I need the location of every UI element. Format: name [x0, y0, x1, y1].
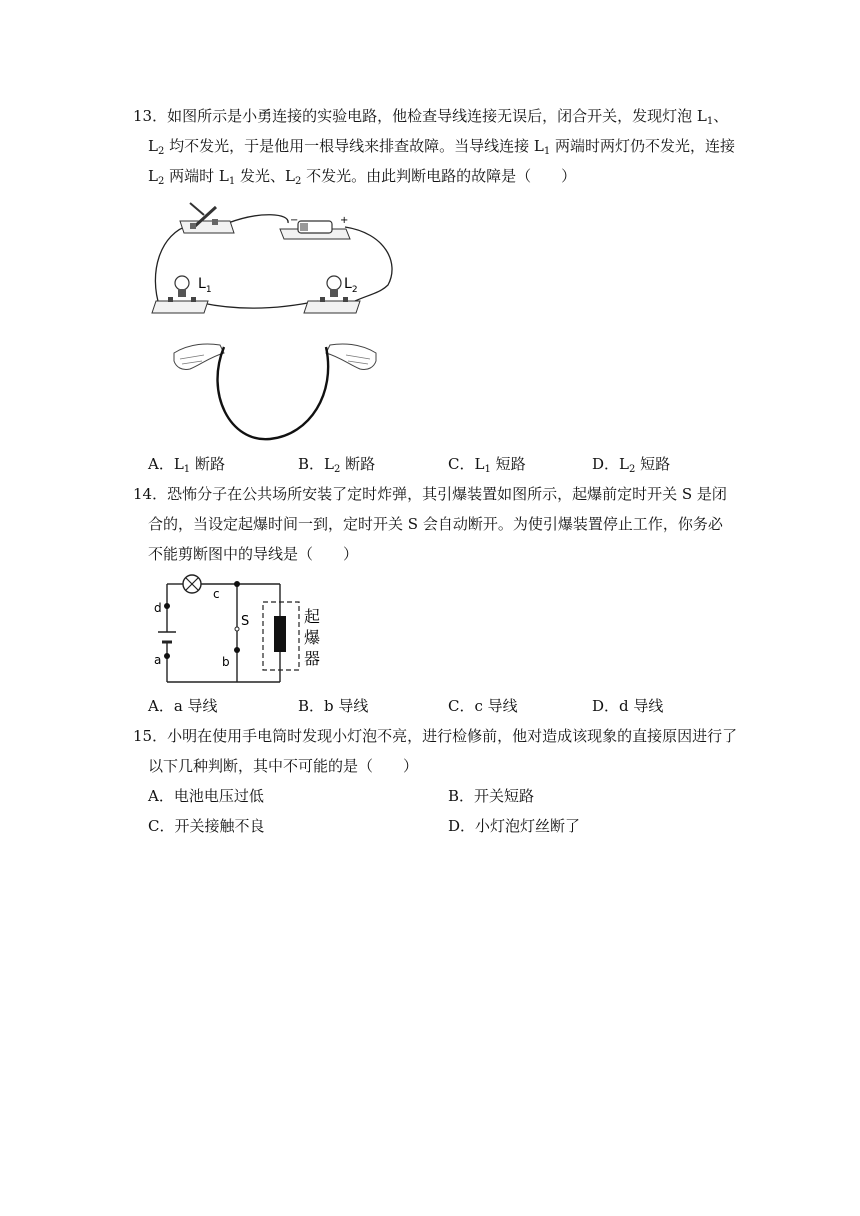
option-a[interactable]: A．电池电压过低 [148, 787, 264, 805]
option-d[interactable]: D．d 导线 [592, 697, 664, 715]
question-15-line-1: 15．小明在使用手电筒时发现小灯泡不亮，进行检修前，他对造成该现象的直接原因进行了 [133, 727, 738, 745]
question-14-line-3: 不能剪断图中的导线是（ ） [148, 545, 359, 563]
lamp-icon [183, 575, 201, 593]
option-b[interactable]: B．开关短路 [448, 787, 535, 805]
bulb-l2 [304, 276, 360, 313]
switch-s-icon [235, 610, 249, 631]
option-c[interactable]: C．开关接触不良 [148, 817, 265, 835]
question-15-line-2: 以下几种判断，其中不可能的是（ ） [148, 757, 419, 775]
test-wire [218, 347, 329, 439]
question-13-line-1: 13．如图所示是小勇连接的实验电路，他检查导线连接无误后，闭合开关，发现灯泡 $L_1$、 [133, 107, 729, 127]
option-d[interactable]: D．小灯泡灯丝断了 [448, 817, 581, 835]
junction-a [164, 653, 170, 659]
option-b[interactable]: B．b 导线 [298, 697, 369, 715]
label-l2: $L_2$ [344, 276, 358, 295]
label-d: d [154, 601, 162, 615]
junction-c [234, 581, 240, 587]
label-c: c [213, 587, 220, 601]
option-d[interactable]: D．$L_2$ 短路 [592, 455, 671, 475]
label-s: S [241, 614, 250, 629]
wire [202, 301, 318, 308]
option-a[interactable]: A．a 导线 [148, 697, 218, 715]
battery-plus-label: + [340, 215, 349, 226]
label-l1: $L_1$ [198, 276, 212, 295]
knife-switch [180, 203, 234, 233]
question-number: 14． [133, 485, 168, 503]
question-13-line-2: $L_2$ 均不发光，于是他用一根导线来排查故障。当导线连接 $L_1$ 两端时两灯仍不发光，连接 [148, 137, 735, 157]
label-a: a [154, 653, 162, 667]
question-14-line-1: 14．恐怖分子在公共场所安装了定时炸弹，其引爆装置如图所示，起爆前定时开关 S 是闭 [133, 485, 727, 503]
wire [228, 215, 288, 223]
battery [280, 215, 350, 239]
label-b: b [222, 655, 230, 669]
detonator-char-2: 爆 [304, 628, 321, 647]
detonator-char-3: 器 [304, 649, 321, 668]
question-number: 15． [133, 727, 168, 745]
detonator-char-1: 起 [304, 607, 321, 626]
option-a[interactable]: A．$L_1$ 断路 [148, 455, 225, 475]
question-14-line-2: 合的，当设定起爆时间一到，定时开关 S 会自动断开。为使引爆装置停止工作，你务必 [148, 515, 723, 533]
hand-right [326, 344, 376, 370]
hand-left [174, 344, 224, 370]
battery-minus-label: − [290, 215, 299, 226]
question-number: 13． [133, 107, 168, 125]
question-13-line-3: $L_2$ 两端时 $L_1$ 发光、$L_2$ 不发光。由此判断电路的故障是（ ） [148, 167, 577, 187]
option-c[interactable]: C．c 导线 [448, 697, 518, 715]
detonator-icon [263, 602, 299, 670]
bulb-l1 [152, 276, 212, 313]
battery-icon [158, 632, 176, 642]
junction-b [234, 647, 240, 653]
option-c[interactable]: C．$L_1$ 短路 [448, 455, 526, 475]
circuit-figure-14 [150, 570, 330, 688]
circuit-figure-13 [150, 193, 400, 443]
junction-d [164, 603, 170, 609]
option-b[interactable]: B．$L_2$ 断路 [298, 455, 376, 475]
